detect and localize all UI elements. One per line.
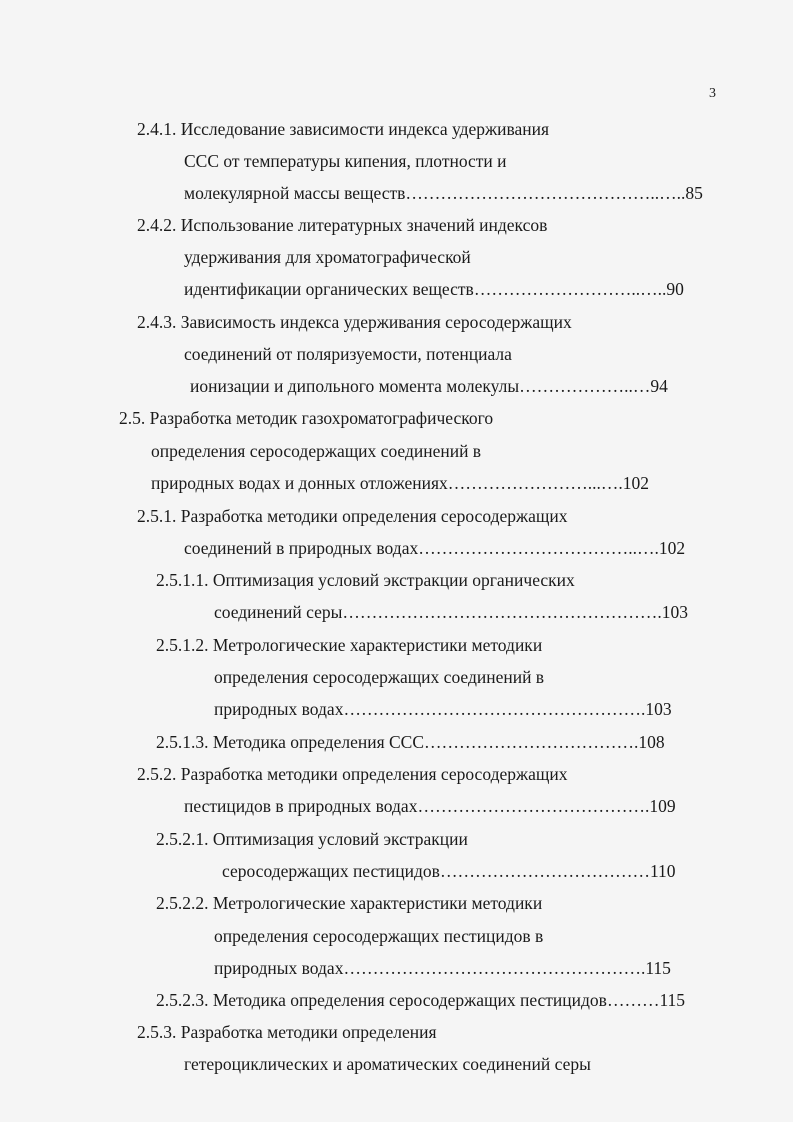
- toc-line: определения серосодержащих соединений в: [151, 441, 482, 461]
- toc-line: 2.5.3. Разработка методики определения: [137, 1022, 437, 1042]
- toc-line: гетероциклических и ароматических соединений серы: [184, 1054, 591, 1074]
- toc-line: серосодержащих пестицидов………………………………110: [222, 861, 676, 881]
- toc-line: 2.4.1. Исследование зависимости индекса удерживания: [137, 119, 550, 139]
- toc-line: пестицидов в природных водах………………………………….109: [184, 796, 676, 816]
- toc-line: 2.5.2. Разработка методики определения серосодержащих: [137, 764, 568, 784]
- toc-line: природных водах…………………………………………….103: [214, 699, 672, 719]
- toc-line: 2.5.2.1. Оптимизация условий экстракции: [156, 829, 468, 849]
- toc-line: ССС от температуры кипения, плотности и: [184, 151, 507, 171]
- toc-line: идентификации органических веществ………………………..…..90: [184, 279, 684, 299]
- toc-line: природных водах…………………………………………….115: [214, 958, 671, 978]
- toc-line: соединений от поляризуемости, потенциала: [184, 344, 512, 364]
- toc-line: 2.4.3. Зависимость индекса удерживания серосодержащих: [137, 312, 572, 332]
- toc-line: 2.5. Разработка методик газохроматографического: [119, 408, 494, 428]
- toc-line: определения серосодержащих соединений в: [214, 667, 545, 687]
- toc-line: 2.5.2.3. Методика определения серосодержащих пестицидов………115: [156, 990, 686, 1010]
- toc-line: соединений серы……………………………………………….103: [214, 602, 689, 622]
- toc-line: природных водах и донных отложениях……………………...….102: [151, 473, 650, 493]
- toc-line: 2.5.2.2. Метрологические характеристики методики: [156, 893, 543, 913]
- toc-line: ионизации и дипольного момента молекулы………………..…94: [190, 376, 668, 396]
- page-number: 3: [709, 86, 716, 101]
- toc-line: соединений в природных водах………………………………..….102: [184, 538, 686, 558]
- toc-line: 2.5.1. Разработка методики определения серосодержащих: [137, 506, 568, 526]
- toc-line: молекулярной массы веществ……………………………………..…..85: [184, 183, 703, 203]
- toc-line: 2.5.1.1. Оптимизация условий экстракции органических: [156, 570, 575, 590]
- toc-line: 2.5.1.3. Методика определения ССС……………………………….108: [156, 732, 665, 752]
- toc-line: 2.5.1.2. Метрологические характеристики методики: [156, 635, 543, 655]
- toc-line: определения серосодержащих пестицидов в: [214, 926, 544, 946]
- toc-line: удерживания для хроматографической: [184, 247, 471, 267]
- toc-line: 2.4.2. Использование литературных значений индексов: [137, 215, 548, 235]
